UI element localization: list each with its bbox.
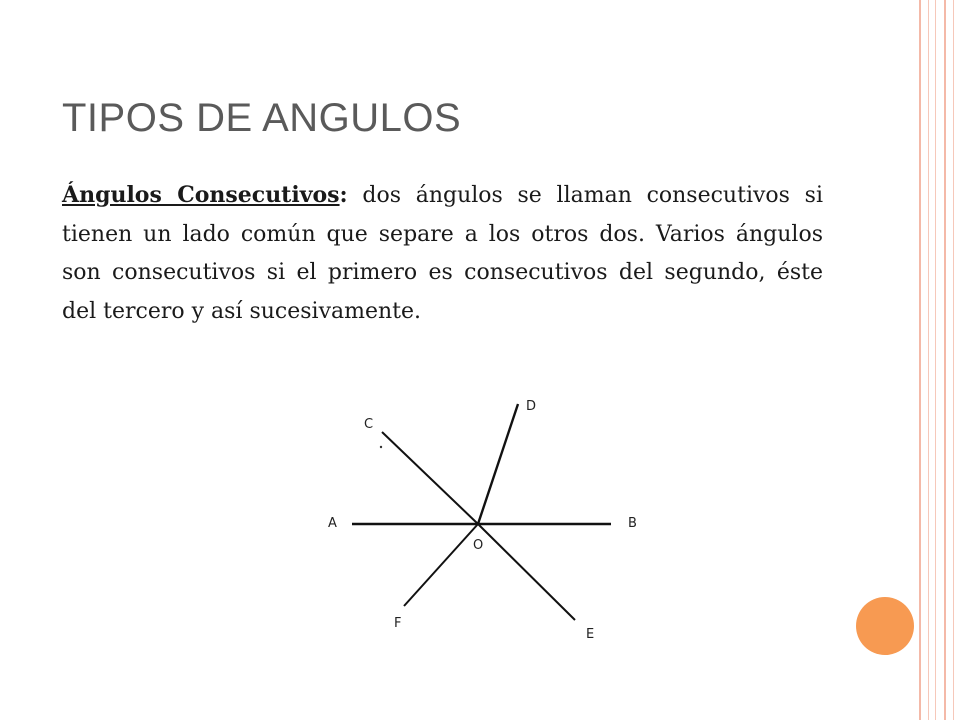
frame-line <box>935 0 936 720</box>
frame-line <box>919 0 921 720</box>
frame-line <box>928 0 929 720</box>
ray-OD <box>478 404 518 524</box>
consecutive-angles-diagram <box>320 388 640 650</box>
stray-dot <box>380 446 382 448</box>
label-E: E <box>586 627 595 642</box>
decorative-orange-circle <box>856 597 914 655</box>
frame-line <box>953 0 954 720</box>
label-D: D <box>526 399 537 414</box>
ray-OC <box>382 432 478 524</box>
slide-title: TIPOS DE ANGULOS <box>62 96 462 140</box>
term-heading: Ángulos Consecutivos <box>62 182 340 208</box>
ray-OF <box>404 524 478 606</box>
label-F: F <box>394 616 402 631</box>
label-A: A <box>328 516 337 531</box>
label-B: B <box>628 516 637 531</box>
label-C: C <box>364 417 374 432</box>
label-O: O <box>473 538 484 553</box>
definition-paragraph <box>62 176 823 331</box>
term-colon: : <box>339 182 348 208</box>
ray-OE <box>478 524 575 620</box>
frame-line <box>944 0 946 720</box>
definition-text: dos ángulos se llaman consecutivos si tienen un lado común que separe a los otros dos. Varios ángulos son consecutivos si el primero es consecutivos del segundo, éste del tercero y así sucesivamente. <box>62 183 823 324</box>
